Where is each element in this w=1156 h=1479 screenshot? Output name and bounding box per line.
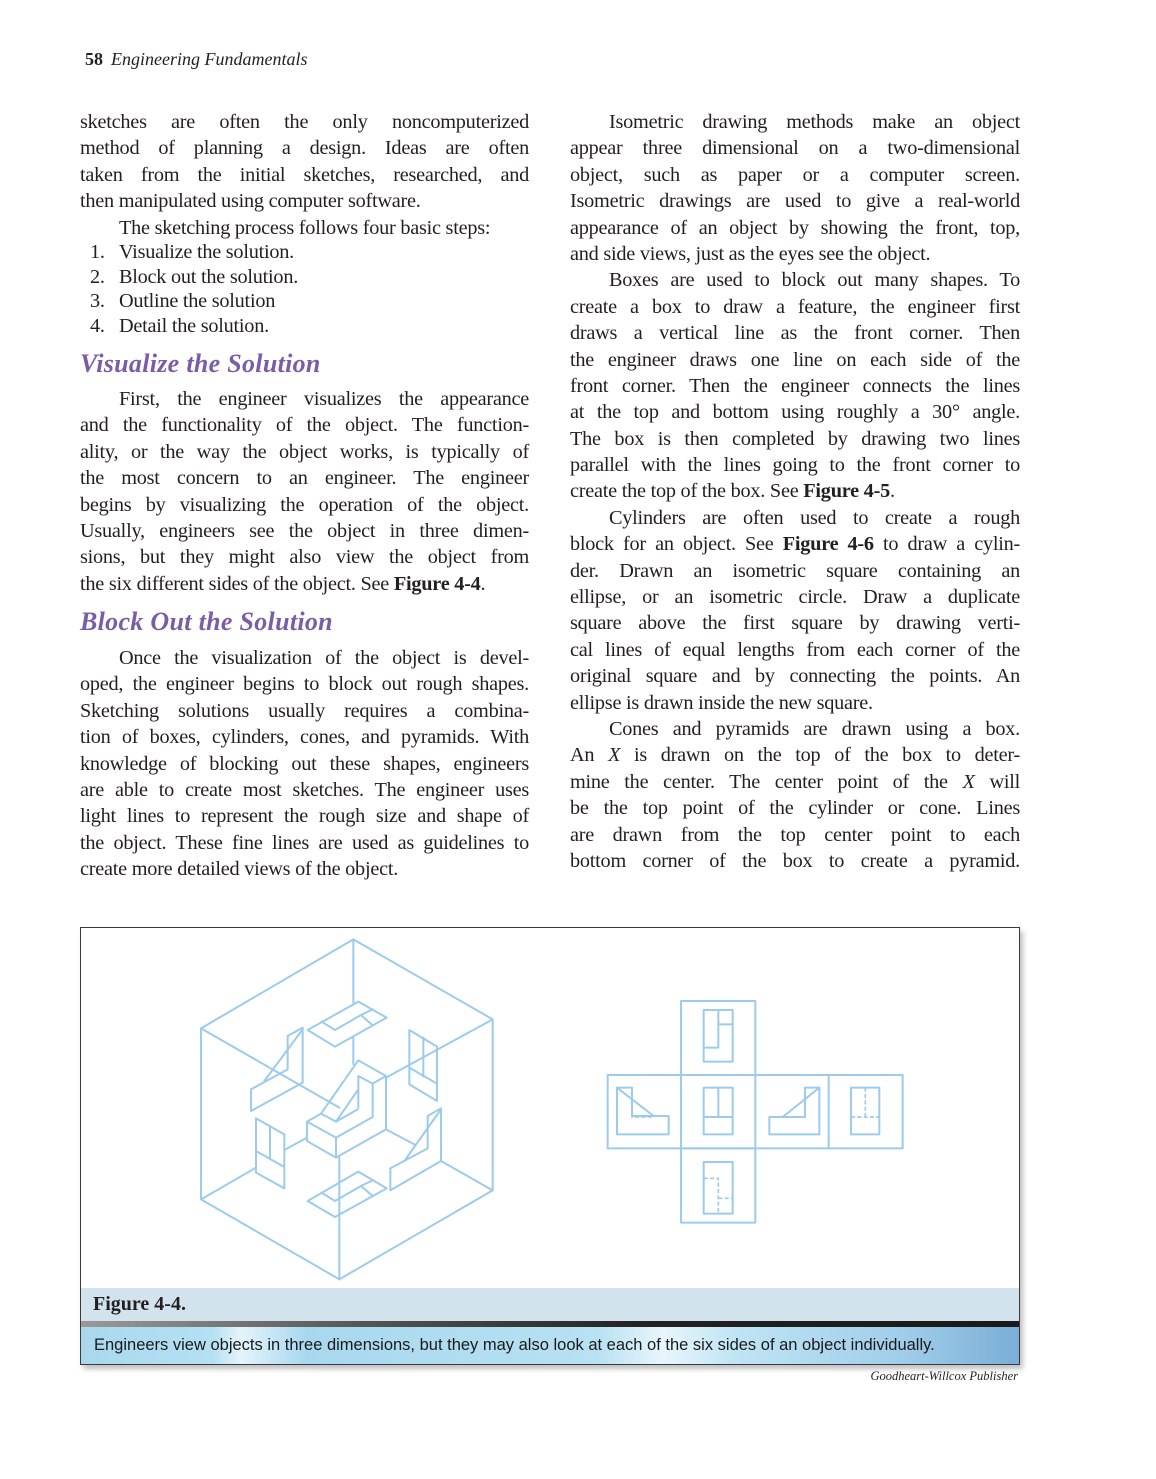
- orthographic-six-views: [601, 991, 911, 1231]
- paragraph: [570, 505, 1020, 716]
- text-line: oped, the engineer begins to block out rough shapes.: [80, 673, 529, 696]
- text-line: [570, 478, 1020, 504]
- text-span: .: [889, 480, 895, 503]
- figure-reference: Figure 4-4: [393, 572, 481, 595]
- text-line: square above the first square by drawing verti-: [570, 612, 1020, 635]
- cube-outline: [201, 939, 493, 1279]
- text-span: create the top of the box. See: [570, 480, 804, 503]
- text-line: First, the engineer visualizes the appearance: [119, 388, 529, 410]
- step-item: [80, 289, 529, 314]
- steps-list: [80, 240, 529, 338]
- page-number: 58: [85, 49, 103, 69]
- text-line: create more detailed views of the object.: [80, 858, 399, 881]
- text-line: Boxes are used to block out many shapes. To: [609, 269, 1020, 292]
- block-out-paragraph: [80, 645, 529, 883]
- text-line: Cones and pyramids are drawn using a box.: [609, 717, 1020, 740]
- text-span: An: [570, 744, 609, 767]
- step-number: 4.: [90, 314, 105, 337]
- text-span: X: [608, 744, 621, 767]
- visualize-paragraph: [80, 386, 529, 597]
- text-line: are able to create most sketches. The engineer uses: [80, 778, 529, 801]
- text-line: Isometric drawing methods make an object: [609, 111, 1020, 133]
- isometric-cutaway-drawing: [191, 931, 511, 1291]
- text-line: be the top point of the cylinder or cone. Lines: [570, 797, 1020, 820]
- intro-paragraph: [80, 109, 529, 215]
- right-column: [570, 109, 1020, 874]
- text-line: cal lines of equal lengths from each corner of the: [570, 638, 1020, 661]
- step-number: 3.: [90, 290, 105, 313]
- figure-label-band: [81, 1288, 1019, 1321]
- text-span: X: [962, 770, 975, 793]
- text-line: method of planning a design. Ideas are often: [80, 137, 529, 160]
- step-text: Detail the solution.: [119, 314, 269, 337]
- figure-caption-band: [81, 1327, 1019, 1364]
- text-line: sketches are often the only noncomputerized: [80, 111, 529, 133]
- text-span: is drawn on the top of the box to deter-: [620, 744, 1021, 767]
- step-number: 2.: [90, 265, 105, 288]
- text-span: .: [480, 572, 486, 595]
- text-line: Once the visualization of the object is devel-: [119, 647, 529, 669]
- text-line: front corner. Then the engineer connects the lines: [570, 374, 1020, 397]
- book-title: Engineering Fundamentals: [111, 49, 308, 69]
- text-line: Sketching solutions usually requires a combina-: [80, 699, 529, 722]
- text-line: draws a vertical line as the front corner. Then: [570, 322, 1020, 345]
- text-line: are drawn from the top center point to each: [570, 823, 1020, 846]
- running-header: [85, 49, 307, 70]
- text-line: [570, 769, 1020, 795]
- text-line: The box is then completed by drawing two lines: [570, 427, 1020, 450]
- text-line: Usually, engineers see the object in three dimen-: [80, 519, 529, 542]
- text-line: [570, 531, 1020, 557]
- text-line: and the functionality of the object. The function-: [80, 414, 529, 437]
- paragraph: [570, 716, 1020, 874]
- text-line: taken from the initial sketches, researched, and: [80, 163, 529, 186]
- step-number: 1.: [90, 241, 105, 263]
- step-text: Outline the solution: [119, 290, 276, 313]
- step-item: [80, 314, 529, 339]
- text-line: at the top and bottom using roughly a 30° angle.: [570, 401, 1020, 424]
- figure-credit: Goodheart-Willcox Publisher: [870, 1369, 1018, 1383]
- text-line: ellipse, or an isometric circle. Draw a duplicate: [570, 586, 1020, 609]
- text-line: begins by visualizing the operation of the object.: [80, 493, 529, 516]
- text-line: parallel with the lines going to the front corner to: [570, 454, 1020, 477]
- heading-visualize-solution: Visualize the Solution: [80, 349, 321, 378]
- text-line: create a box to draw a feature, the engineer first: [570, 295, 1020, 318]
- text-line: object, such as paper or a computer screen.: [570, 163, 1020, 186]
- step-text: Block out the solution.: [119, 265, 299, 288]
- step-item: [80, 265, 529, 290]
- text-line: tion of boxes, cylinders, cones, and pyramids. With: [80, 726, 529, 749]
- text-line: then manipulated using computer software.: [80, 190, 421, 213]
- paragraph: [570, 267, 1020, 505]
- heading-block-out-solution: Block Out the Solution: [80, 607, 333, 636]
- text-line: Isometric drawings are used to give a real-world: [570, 190, 1020, 213]
- text-line: [80, 571, 529, 597]
- text-span: block for an object. See: [570, 533, 783, 556]
- text-line: sions, but they might also view the object from: [80, 546, 529, 569]
- figure-label: Figure 4-4.: [93, 1293, 186, 1315]
- text-line: Cylinders are often used to create a rough: [609, 506, 1020, 529]
- steps-intro: The sketching process follows four basic steps:: [119, 216, 491, 239]
- top-slot: [308, 1002, 387, 1047]
- text-line: original square and by connecting the points. An: [570, 665, 1020, 688]
- figure-reference: Figure 4-5: [803, 480, 890, 503]
- text-line: ality, or the way the object works, is typically of: [80, 440, 529, 463]
- figure-4-4: [80, 927, 1020, 1365]
- text-line: the engineer draws one line on each side of the: [570, 348, 1020, 371]
- text-span: to draw a cylin-: [873, 533, 1020, 556]
- text-line: ellipse is drawn inside the new square.: [570, 691, 873, 714]
- text-span: the six different sides of the object. See: [80, 572, 394, 595]
- figure-caption: Engineers view objects in three dimensions, but they may also look at each of the six sides of an object individually.: [94, 1336, 935, 1354]
- text-line: [570, 742, 1020, 768]
- text-line: the most concern to an engineer. The engineer: [80, 467, 529, 490]
- left-intro: [80, 109, 529, 241]
- step-item: [80, 240, 529, 265]
- text-line: the object. These fine lines are used as guidelines to: [80, 831, 529, 854]
- text-line: knowledge of blocking out these shapes, engineers: [80, 752, 529, 775]
- paragraph: [570, 109, 1020, 267]
- text-span: mine the center. The center point of the: [570, 770, 963, 793]
- step-text: Visualize the solution.: [119, 241, 294, 263]
- text-line: appear three dimensional on a two-dimensional: [570, 137, 1020, 160]
- text-line: and side views, just as the eyes see the object.: [570, 242, 931, 265]
- center-block: [307, 1122, 336, 1158]
- figure-reference: Figure 4-6: [782, 533, 874, 556]
- text-line: light lines to represent the rough size and shape of: [80, 805, 529, 828]
- text-line: der. Drawn an isometric square containing an: [570, 559, 1020, 582]
- text-line: appearance of an object by showing the front, top,: [570, 216, 1020, 239]
- text-line: bottom corner of the box to create a pyramid.: [570, 849, 1020, 872]
- text-span: will: [974, 770, 1020, 793]
